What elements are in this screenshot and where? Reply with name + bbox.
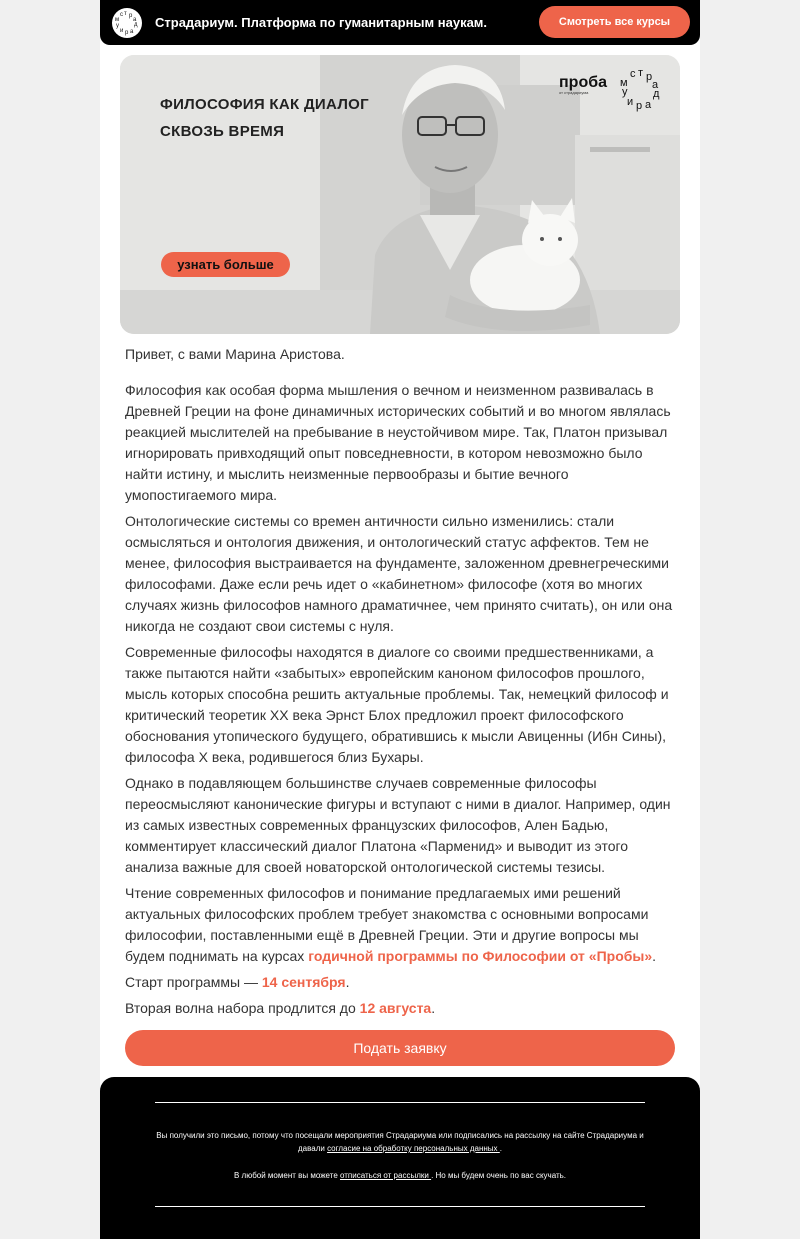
svg-text:с: с: [630, 68, 636, 80]
svg-text:р: р: [646, 71, 653, 83]
svg-text:а: а: [130, 29, 134, 35]
unsubscribe-link[interactable]: отписаться от рассылки: [339, 1171, 432, 1180]
footer-unsubscribe: [155, 1169, 645, 1182]
paragraph-5-text: Чтение современных философов и понимание предлагаемых ими решений актуальных философских проблем требует знакомства с основными вопросами философии, поставленными ещё в Древней Греции. Эти и другие вопросы мы будем поднимать на курсах: [125, 885, 649, 964]
start-date-value: 14 сентября: [261, 974, 346, 990]
start-date-label: Старт программы —: [125, 974, 262, 990]
banner-title-line-1: ФИЛОСОФИЯ КАК ДИАЛОГ: [160, 96, 369, 113]
footer-unsubscribe-text: В любой момент вы можете: [233, 1171, 340, 1180]
svg-text:с: с: [120, 12, 123, 18]
footer-divider-top: [155, 1102, 645, 1103]
start-date-end: .: [345, 974, 350, 990]
footer-unsubscribe-end: . Но мы будем очень по вас скучать.: [431, 1171, 567, 1180]
svg-text:и: и: [120, 28, 124, 34]
enrollment-end: .: [431, 1000, 436, 1016]
start-date-line: [125, 972, 675, 993]
paragraph-5: [125, 883, 675, 967]
paragraph-4: Однако в подавляющем большинстве случаев современные философы переосмысляют канонические фигуры и вступают с ними в диалог. Например, один из самых известных современных французских философов, Ален Бадью, комментирует классический диалог Платона «Парменид» и выводит из этого анализа важные для своей новаторской онтологической системы тезисы.: [125, 775, 671, 875]
banner-title-line-2: СКВОЗЬ ВРЕМЯ: [160, 123, 285, 140]
footer-reason: [155, 1129, 645, 1155]
svg-text:р: р: [636, 100, 643, 112]
svg-text:а: а: [652, 79, 659, 91]
enrollment-date-value: 12 августа: [359, 1000, 432, 1016]
footer-text: [155, 1129, 645, 1182]
letter-body: [125, 344, 675, 1024]
paragraph-3: Современные философы находятся в диалоге со своими предшественниками, а также пытаются найти «забытых» европейским каноном философов прошлого, мысль которых способна решить актуальные проблемы. Так, немецкий философ и критический теоретик XX века Эрнст Блох предложил проект философского обоснования утопического будущего, обратившись к мысли Авиценны (Ибн Сины), философа X века, родившегося близ Бухары.: [125, 644, 669, 765]
proba-logo-subtitle: от страдариума: [559, 90, 589, 95]
banner-title: [160, 91, 369, 145]
proba-logo-icon: проба: [559, 74, 607, 91]
footer-reason-end: .: [499, 1144, 502, 1153]
svg-text:у: у: [622, 86, 628, 98]
stradarium-logo-icon[interactable]: [112, 8, 142, 38]
svg-text:и: и: [627, 96, 634, 108]
paragraph-5-end: .: [652, 948, 657, 964]
svg-text:д: д: [653, 88, 660, 100]
header-bar: [100, 0, 700, 45]
footer: [100, 1077, 700, 1239]
svg-text:м: м: [115, 17, 120, 23]
paragraph-2: Онтологические системы со времен античности сильно изменились: стали осмысляться и онтология движения, и онтологический статус аффектов. Тем не менее, философия выстраивается на фундаменте, заложенном древнегреческими философами. Даже если речь идет о «кабинетном» философе (хотя во многих случаях жизнь философов намного драматичнее, чем принято считать), он или она никогда не создают свои системы с нуля.: [125, 513, 673, 634]
promo-banner[interactable]: [120, 55, 680, 334]
svg-text:р: р: [125, 30, 129, 36]
program-link[interactable]: годичной программы по Философии от «Пробы»: [308, 948, 653, 964]
svg-text:а: а: [645, 99, 652, 111]
apply-button[interactable]: Подать заявку: [125, 1030, 675, 1066]
view-all-courses-button[interactable]: Смотреть все курсы: [539, 6, 690, 38]
email-container: [100, 0, 700, 1239]
svg-text:т: т: [638, 67, 644, 79]
svg-text:р: р: [129, 13, 133, 19]
paragraph-1: Философия как особая форма мышления о вечном и неизменном развивалась в Древней Греции на фоне динамичных исторических событий и во многом являлась реакцией мыслителей на пребывание в неустойчивом мире. Так, Платон призывал игнорировать привходящий опыт повседневности, в котором невозможно было найти истину, и мыслить неизменные первообразы и бытие вечного умопостигаемого мира.: [125, 382, 671, 503]
svg-text:т: т: [124, 11, 127, 17]
enrollment-line: [125, 998, 675, 1019]
greeting: Привет, с вами Марина Аристова.: [125, 346, 345, 362]
enrollment-label: Вторая волна набора продлится до: [125, 1000, 360, 1016]
svg-text:у: у: [116, 23, 119, 29]
stradarium-banner-logo-icon: [618, 67, 664, 113]
svg-text:м: м: [620, 77, 628, 89]
brand-title: Страдариум. Платформа по гуманитарным наукам.: [155, 15, 488, 30]
consent-link[interactable]: согласие на обработку персональных данных: [327, 1144, 500, 1153]
svg-text:д: д: [134, 22, 138, 28]
footer-divider-bottom: [155, 1206, 645, 1207]
svg-text:а: а: [133, 17, 137, 23]
learn-more-button[interactable]: узнать больше: [161, 252, 290, 277]
footer-reason-text: Вы получили это письмо, потому что посещали мероприятия Страдариума или подписались на рассылку на сайте Страдариума и давали: [156, 1131, 644, 1153]
